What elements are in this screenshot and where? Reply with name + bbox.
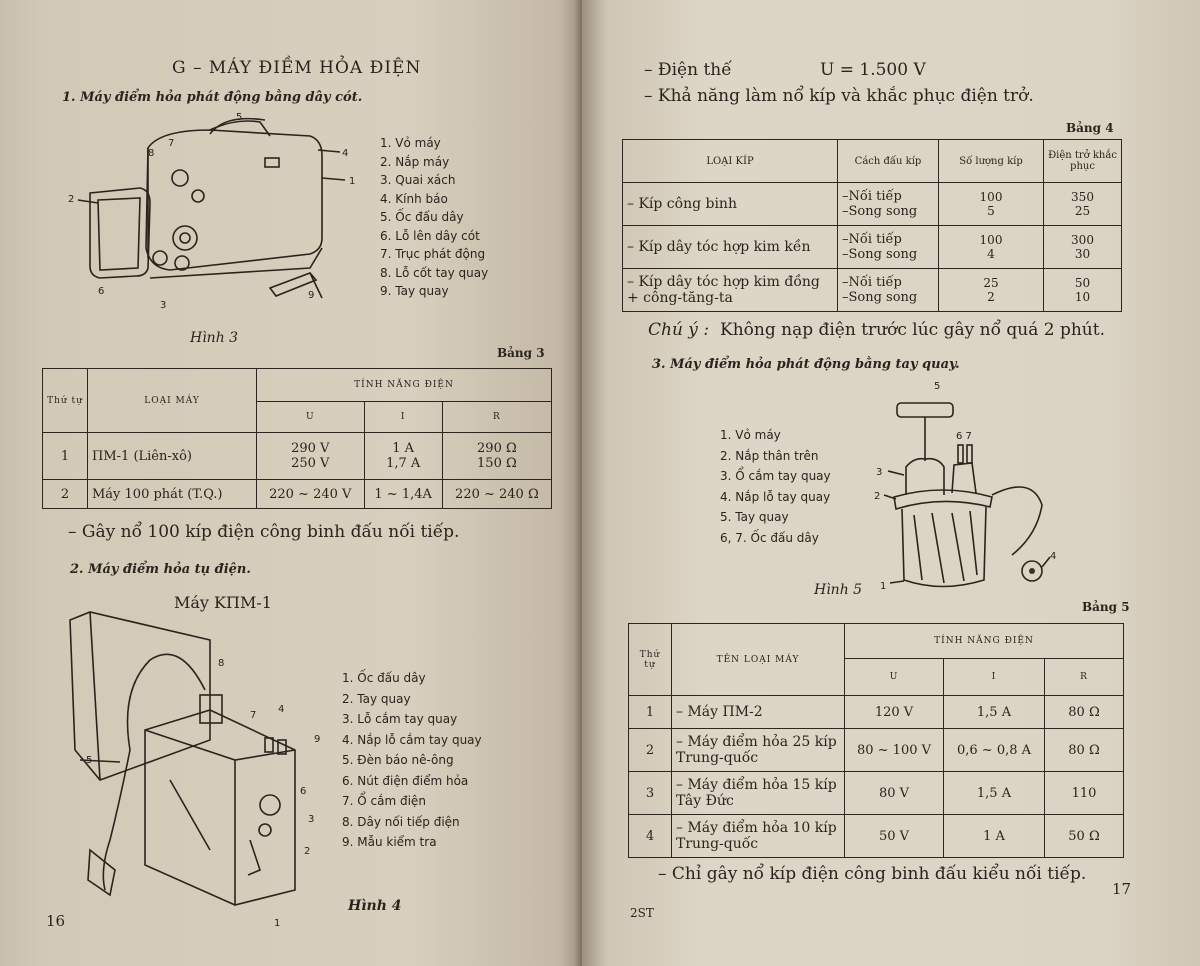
note-table-3: – Gây nổ 100 kíp điện công binh đấu nối tiếp. bbox=[68, 522, 460, 542]
fig4-callout-8: 8 bbox=[218, 658, 225, 669]
fig3-part: 3. Quai xách bbox=[380, 173, 456, 187]
note-label: Chú ý : bbox=[648, 320, 710, 340]
fig4-part: 3. Lỗ cắm tay quay bbox=[342, 712, 458, 726]
t4-cell: 300 30 bbox=[1044, 226, 1122, 269]
fig3-part: 6. Lỗ lên dây cót bbox=[380, 228, 480, 243]
table-5-label: Bảng 5 bbox=[1082, 600, 1130, 614]
t4-cell: –Nối tiếp –Song song bbox=[838, 226, 939, 269]
figure-3-caption: Hình 3 bbox=[190, 330, 239, 346]
fig4-part: 6. Nút điện điểm hỏa bbox=[342, 773, 469, 788]
t3-header-u: U bbox=[257, 402, 365, 433]
fig5-callout-6-7: 6 7 bbox=[956, 431, 972, 442]
table-3 bbox=[42, 368, 552, 509]
fig3-part: 1. Vỏ máy bbox=[380, 136, 441, 150]
t4-header-loai-kip: LOẠI KÍP bbox=[623, 140, 838, 183]
table-row bbox=[629, 815, 1124, 858]
t3-header-tinh-nang: TÍNH NĂNG ĐIỆN bbox=[257, 369, 552, 402]
table-4-label: Bảng 4 bbox=[1066, 121, 1114, 135]
t5-header-i: I bbox=[944, 659, 1045, 696]
t5-cell: 1 A bbox=[944, 815, 1045, 858]
fig3-callout-7: 7 bbox=[168, 138, 175, 149]
fig5-callout-1: 1 bbox=[880, 581, 887, 592]
t5-cell: – Máy điểm hỏa 15 kíp Tây Đức bbox=[672, 772, 845, 815]
page-number-right: 17 bbox=[1112, 880, 1132, 898]
fig4-part: 1. Ốc đấu dây bbox=[342, 671, 426, 685]
t5-cell: – Máy ПМ-2 bbox=[672, 696, 845, 729]
t3-cell: Máy 100 phát (T.Q.) bbox=[88, 480, 257, 509]
t4-header-so-luong: Số lượng kíp bbox=[939, 140, 1044, 183]
t5-header-r: R bbox=[1045, 659, 1124, 696]
t5-cell: 80 V bbox=[845, 772, 944, 815]
t5-cell: 0,6 ~ 0,8 A bbox=[944, 729, 1045, 772]
fig5-callout-5: 5 bbox=[934, 381, 941, 392]
t3-cell: 290 V 250 V bbox=[257, 433, 365, 480]
figure-5-parts-list bbox=[720, 425, 831, 548]
fig3-part: 5. Ốc đấu dây bbox=[380, 210, 464, 224]
table-row bbox=[43, 480, 552, 509]
fig3-callout-2: 2 bbox=[68, 194, 75, 205]
table-row bbox=[623, 269, 1122, 312]
t4-cell: 100 5 bbox=[939, 183, 1044, 226]
fig4-part: 2. Tay quay bbox=[342, 691, 411, 706]
table-row bbox=[623, 183, 1122, 226]
t5-cell: 2 bbox=[629, 729, 672, 772]
fig4-callout-9: 9 bbox=[314, 734, 321, 745]
fig5-callout-3: 3 bbox=[876, 467, 883, 478]
t5-cell: 80 Ω bbox=[1045, 729, 1124, 772]
t5-cell: 1,5 A bbox=[944, 696, 1045, 729]
figure-3-illustration bbox=[60, 108, 360, 318]
note-table-5: – Chỉ gây nổ kíp điện công binh đấu kiểu nối tiếp. bbox=[658, 864, 1087, 884]
t3-header-i: I bbox=[364, 402, 442, 433]
fig3-callout-5: 5 bbox=[236, 112, 243, 123]
t5-cell: 1 bbox=[629, 696, 672, 729]
t4-cell: 100 4 bbox=[939, 226, 1044, 269]
t3-header-r: R bbox=[442, 402, 551, 433]
capability-line: – Khả năng làm nổ kíp và khắc phục điện trở. bbox=[644, 86, 1034, 106]
fig4-callout-5: 5 bbox=[86, 755, 93, 766]
fig5-part: 2. Nắp thân trên bbox=[720, 448, 819, 463]
t5-cell: 120 V bbox=[845, 696, 944, 729]
figure-4-model: Máy KПМ-1 bbox=[174, 593, 272, 612]
t4-cell: 350 25 bbox=[1044, 183, 1122, 226]
table-3-label: Bảng 3 bbox=[497, 346, 545, 360]
t4-header-cach-dau: Cách đấu kíp bbox=[838, 140, 939, 183]
t5-header-thu-tu: Thứ tự bbox=[629, 624, 672, 696]
fig4-part: 7. Ổ cắm điện bbox=[342, 794, 426, 808]
fig4-callout-7: 7 bbox=[250, 710, 257, 721]
section-1-title: 1. Máy điểm hỏa phát động bằng dây cót. bbox=[62, 90, 363, 105]
t5-cell: 50 Ω bbox=[1045, 815, 1124, 858]
fig5-callout-2: 2 bbox=[874, 491, 881, 502]
t5-cell: – Máy điểm hỏa 10 kíp Trung-quốc bbox=[672, 815, 845, 858]
t3-cell: ПМ-1 (Liên-xô) bbox=[88, 433, 257, 480]
signature-mark: 2ST bbox=[630, 906, 654, 920]
t5-cell: 3 bbox=[629, 772, 672, 815]
t4-cell: 25 2 bbox=[939, 269, 1044, 312]
fig5-part: 5. Tay quay bbox=[720, 510, 789, 524]
fig3-callout-6: 6 bbox=[98, 286, 105, 297]
fig3-callout-9: 9 bbox=[308, 290, 315, 301]
page-number-left: 16 bbox=[46, 912, 66, 930]
t4-cell: – Kíp dây tóc hợp kim đồng + công-tăng-ta bbox=[623, 269, 838, 312]
table-row bbox=[629, 729, 1124, 772]
fig3-part: 8. Lỗ cốt tay quay bbox=[380, 265, 489, 280]
t5-cell: – Máy điểm hỏa 25 kíp Trung-quốc bbox=[672, 729, 845, 772]
fig3-part: 2. Nắp máy bbox=[380, 154, 450, 169]
t5-cell: 50 V bbox=[845, 815, 944, 858]
fig5-part: 1. Vỏ máy bbox=[720, 428, 781, 442]
fig4-callout-3: 3 bbox=[308, 814, 315, 825]
left-page bbox=[0, 0, 582, 966]
fig3-part: 4. Kính báo bbox=[380, 191, 448, 206]
t3-cell: 1 ~ 1,4A bbox=[364, 480, 442, 509]
voltage-label: – Điện thế bbox=[644, 60, 732, 80]
voltage-value: U = 1.500 V bbox=[820, 60, 926, 80]
t4-header-dien-tro: Điện trở khắc phục bbox=[1044, 140, 1122, 183]
section-2-title: 2. Máy điểm hỏa tụ điện. bbox=[70, 562, 251, 577]
t5-cell: 110 bbox=[1045, 772, 1124, 815]
fig3-callout-4: 4 bbox=[342, 148, 349, 159]
t5-cell: 80 Ω bbox=[1045, 696, 1124, 729]
figure-5-illustration bbox=[872, 375, 1072, 605]
t4-cell: 50 10 bbox=[1044, 269, 1122, 312]
fig4-part: 8. Dây nối tiếp điện bbox=[342, 814, 460, 829]
table-row bbox=[43, 433, 552, 480]
table-row bbox=[629, 696, 1124, 729]
t5-cell: 80 ~ 100 V bbox=[845, 729, 944, 772]
right-page bbox=[582, 0, 1200, 966]
fig4-callout-6: 6 bbox=[300, 786, 307, 797]
t5-header-u: U bbox=[845, 659, 944, 696]
figure-5-caption: Hình 5 bbox=[814, 582, 863, 598]
fig5-part: 3. Ổ cắm tay quay bbox=[720, 469, 831, 483]
fig4-part: 4. Nắp lỗ cắm tay quay bbox=[342, 732, 482, 747]
fig5-part: 6, 7. Ốc đấu dây bbox=[720, 530, 819, 545]
fig3-part: 7. Trục phát động bbox=[380, 247, 486, 261]
t5-header-tinh-nang: TÍNH NĂNG ĐIỆN bbox=[845, 624, 1124, 659]
fig3-callout-1: 1 bbox=[349, 176, 356, 187]
fig5-part: 4. Nắp lỗ tay quay bbox=[720, 489, 831, 504]
fig4-callout-2: 2 bbox=[304, 846, 311, 857]
t4-cell: – Kíp công binh bbox=[623, 183, 838, 226]
t3-header-loai-may: LOẠI MÁY bbox=[88, 369, 257, 433]
figure-4-parts-list bbox=[342, 668, 482, 853]
fig3-callout-8: 8 bbox=[148, 148, 155, 159]
t3-cell: 2 bbox=[43, 480, 88, 509]
t3-cell: 1 A 1,7 A bbox=[364, 433, 442, 480]
fig4-part: 5. Đèn báo nê-ông bbox=[342, 753, 454, 767]
t3-cell: 1 bbox=[43, 433, 88, 480]
table-5 bbox=[628, 623, 1124, 858]
fig4-callout-1: 1 bbox=[274, 918, 281, 929]
t5-header-ten-loai: TÊN LOẠI MÁY bbox=[672, 624, 845, 696]
section-3-title: 3. Máy điểm hỏa phát động bằng tay quay. bbox=[652, 357, 960, 372]
t3-header-thu-tu: Thứ tự bbox=[43, 369, 88, 433]
t3-cell: 290 Ω 150 Ω bbox=[442, 433, 551, 480]
table-row bbox=[623, 226, 1122, 269]
chapter-heading: G – MÁY ĐIỀM HỎA ĐIỆN bbox=[172, 58, 422, 78]
t3-cell: 220 ~ 240 Ω bbox=[442, 480, 551, 509]
fig4-part: 9. Mẫu kiểm tra bbox=[342, 835, 437, 849]
table-4 bbox=[622, 139, 1122, 312]
t5-cell: 1,5 A bbox=[944, 772, 1045, 815]
table-row bbox=[629, 772, 1124, 815]
t4-cell: –Nối tiếp –Song song bbox=[838, 269, 939, 312]
fig3-part: 9. Tay quay bbox=[380, 284, 449, 298]
figure-4-illustration bbox=[60, 600, 330, 929]
fig4-callout-4: 4 bbox=[278, 704, 285, 715]
fig5-callout-4: 4 bbox=[1050, 551, 1057, 562]
fig3-callout-3: 3 bbox=[160, 300, 167, 311]
note-text: Không nạp điện trước lúc gây nổ quá 2 phút. bbox=[720, 320, 1105, 340]
t4-cell: – Kíp dây tóc hợp kim kền bbox=[623, 226, 838, 269]
figure-3-parts-list bbox=[380, 134, 488, 301]
t4-cell: –Nối tiếp –Song song bbox=[838, 183, 939, 226]
t5-cell: 4 bbox=[629, 815, 672, 858]
t3-cell: 220 ~ 240 V bbox=[257, 480, 365, 509]
figure-4-caption: Hình 4 bbox=[348, 898, 402, 914]
